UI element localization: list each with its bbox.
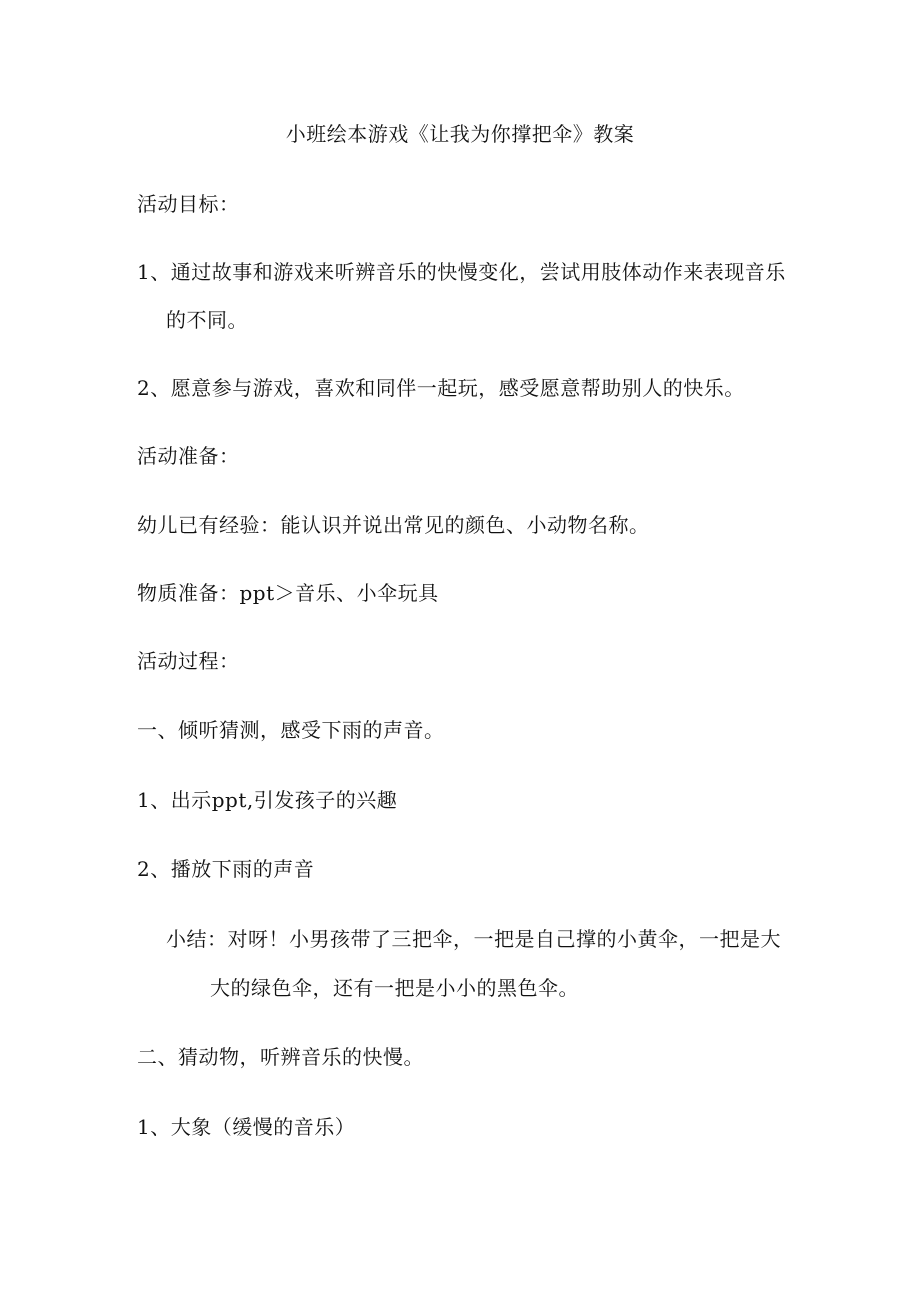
paragraph-part-1: 一、倾听猜测，感受下雨的声音。 — [137, 718, 445, 742]
paragraph-part-2: 二、猜动物，听辨音乐的快慢。 — [137, 1045, 424, 1069]
section-heading-goals: 活动目标： — [137, 192, 240, 216]
paragraph-summary: 小结：对呀！小男孩带了三把伞，一把是自己撑的小黄伞，一把是大 — [166, 927, 781, 951]
paragraph-goal-2: 2、愿意参与游戏，喜欢和同伴一起玩，感受愿意帮助别人的快乐。 — [137, 376, 745, 400]
paragraph-step-2: 2、播放下雨的声音 — [137, 857, 315, 881]
paragraph-materials: 物质准备：ppt＞音乐、小伞玩具 — [137, 581, 439, 605]
paragraph-step-1: 1、出示ppt,引发孩子的兴趣 — [137, 788, 398, 812]
paragraph-goal-1-cont: 的不同。 — [166, 308, 248, 332]
paragraph-experience: 幼儿已有经验：能认识并说出常见的颜色、小动物名称。 — [137, 513, 650, 537]
paragraph-summary-cont: 大的绿色伞，还有一把是小小的黑色伞。 — [210, 976, 579, 1000]
section-heading-process: 活动过程： — [137, 649, 240, 673]
section-heading-preparation: 活动准备： — [137, 444, 240, 468]
document-title: 小班绘本游戏《让我为你撑把伞》教案 — [285, 122, 635, 146]
paragraph-elephant: 1、大象（缓慢的音乐） — [137, 1115, 356, 1139]
paragraph-goal-1: 1、通过故事和游戏来听辨音乐的快慢变化，尝试用肢体动作来表现音乐 — [137, 260, 786, 284]
